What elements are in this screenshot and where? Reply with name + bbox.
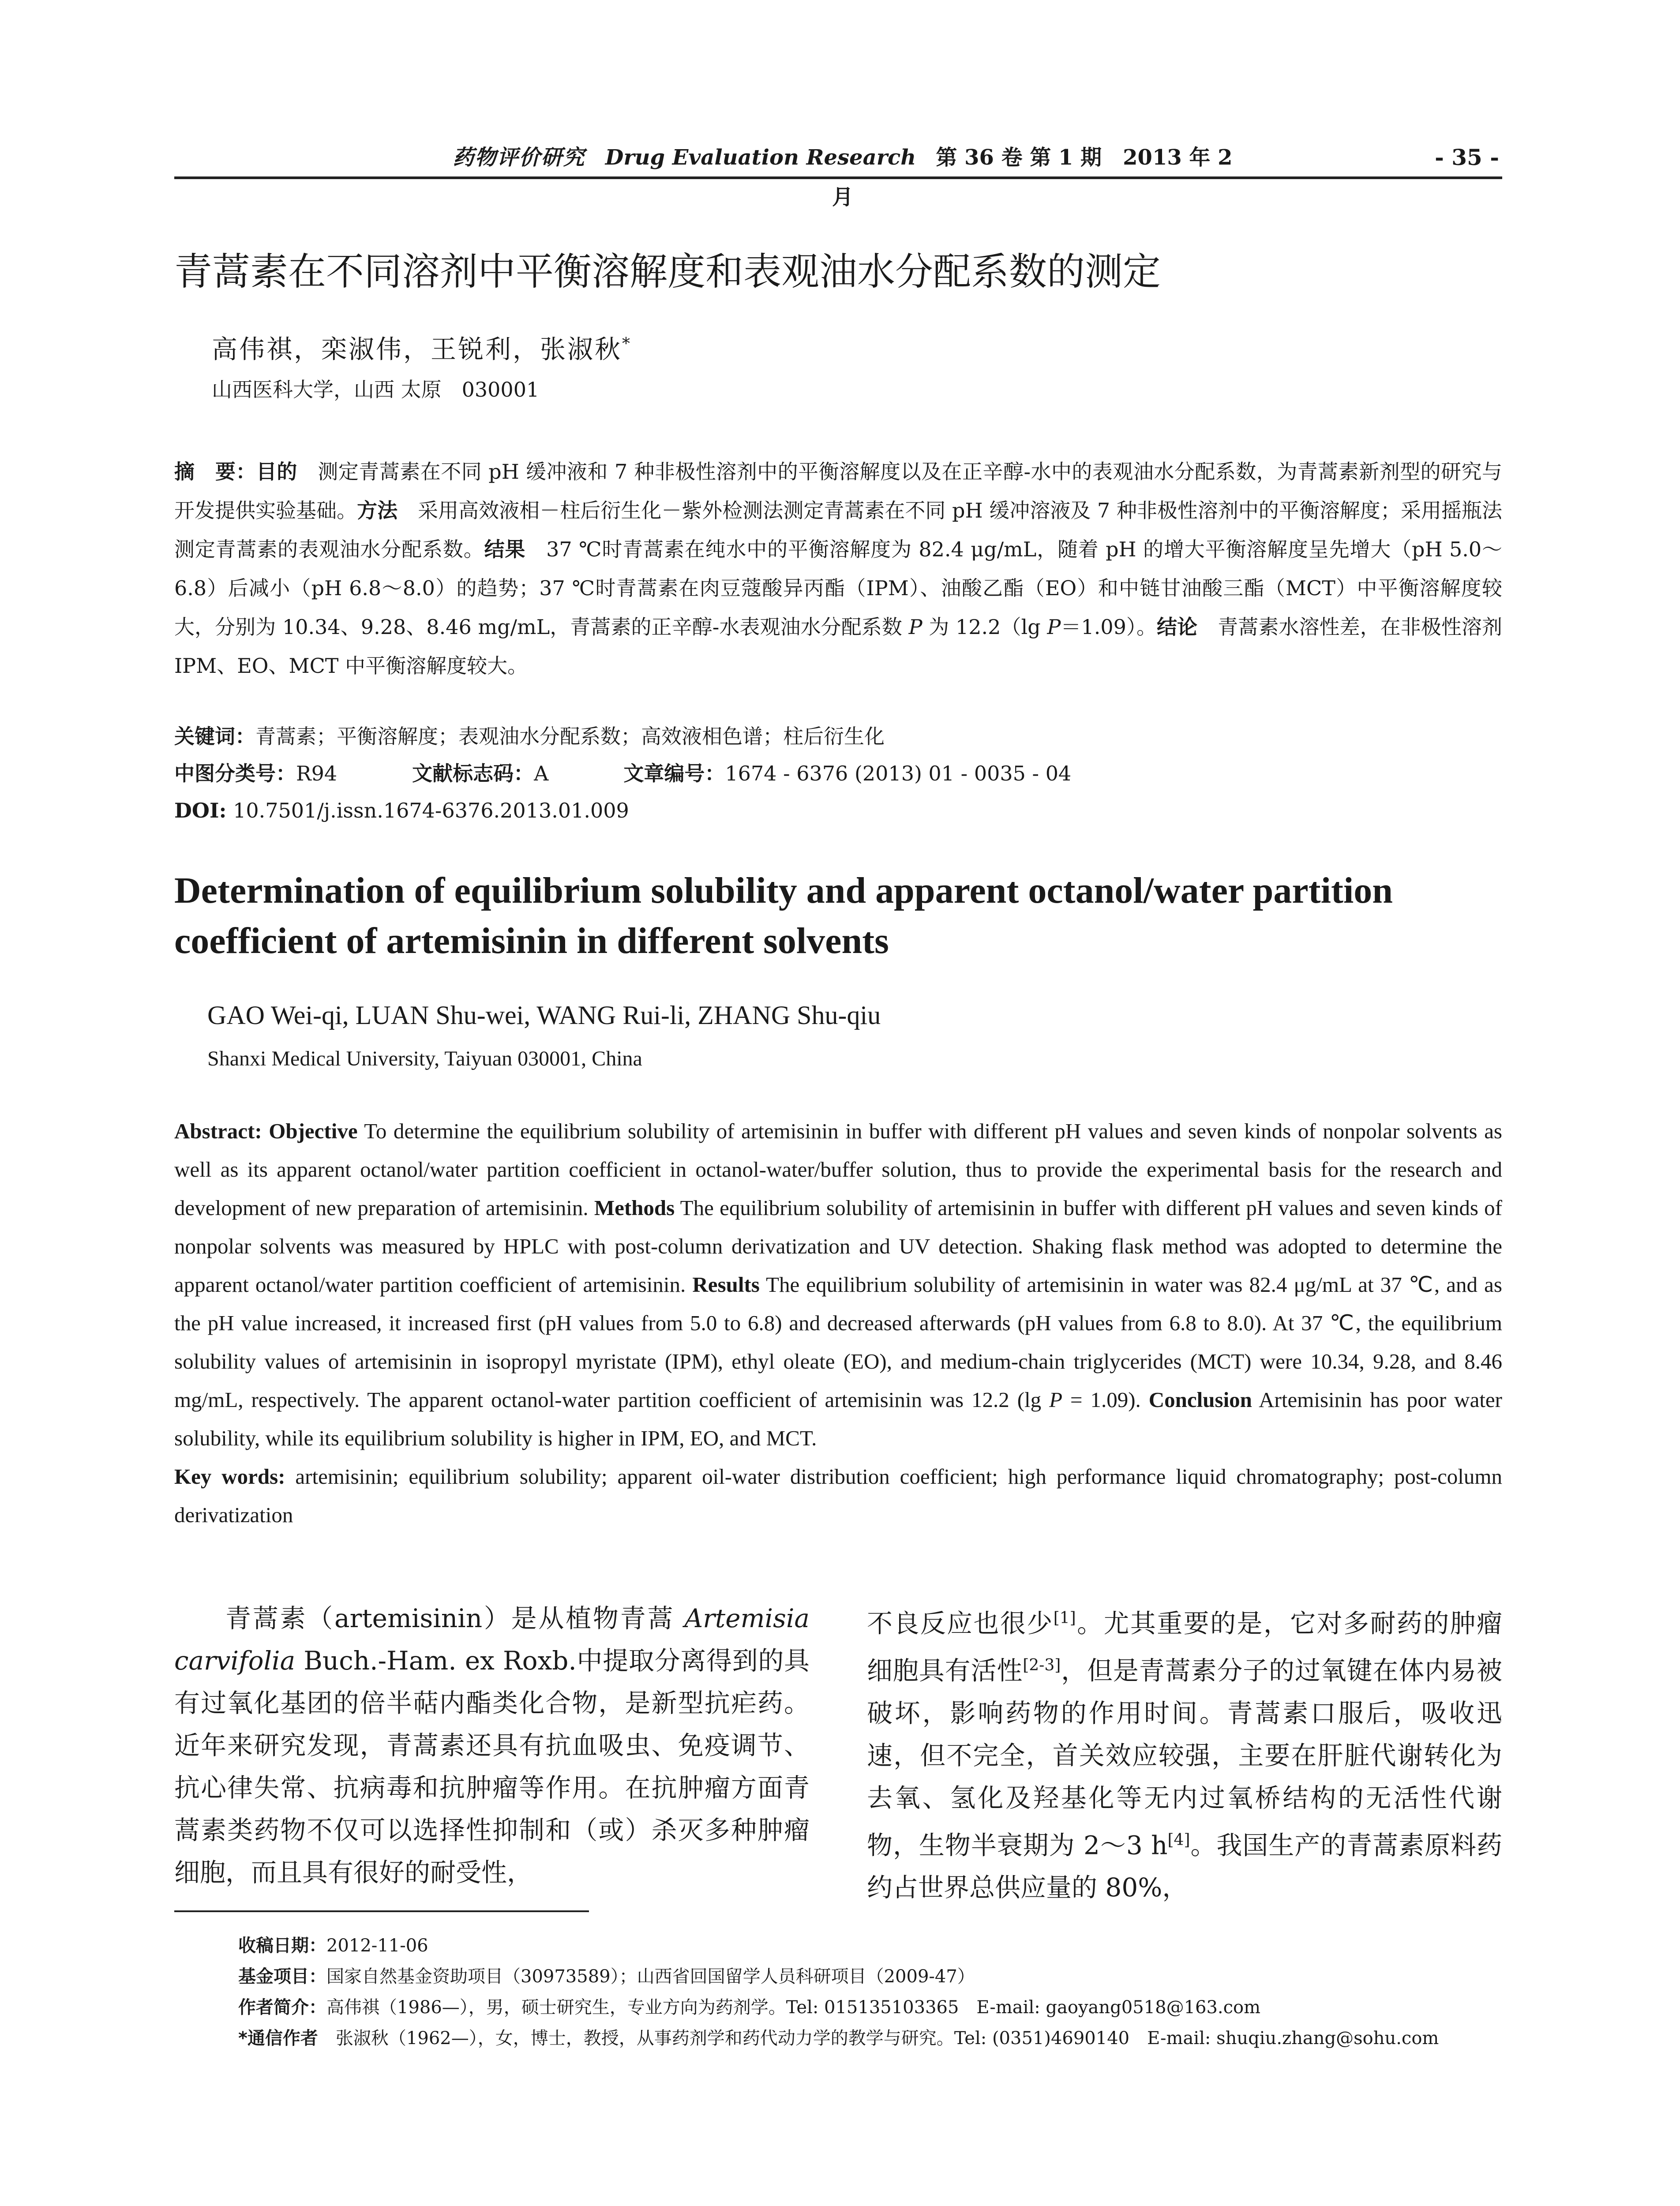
keywords-en-text: artemisinin; equilibrium solubility; apparent oil-water distribution coefficient; high performance liquid chromatography; post-column derivatization: [174, 1464, 1503, 1527]
conclusion-text-en: Artemisinin has poor water solubility, while its equilibrium solubility is higher in IPM, EO, and MCT.: [174, 1388, 1502, 1450]
abstract-en: [174, 1112, 1502, 1534]
conclusion-label-en: Conclusion: [1148, 1388, 1252, 1412]
results-label-cn: 结果: [484, 537, 526, 561]
methods-label-en: Methods: [594, 1196, 675, 1220]
authors-cn-names: 高伟祺，栾淑伟，王锐利，张淑秋: [212, 334, 622, 364]
results-text-en: The equilibrium solubility of artemisinin in water was 82.4 μg/mL at 37 ℃, and as the pH value increased, it increased first (pH values from 5.0 to 6.8) and decreased afterwards (pH values from 6.8 to 8.0). At 37 ℃, the equilibrium solubility values of artemisinin in isopropyl myristate (IPM), ethyl oleate (EO), and medium-chain triglycerides (MCT) were 10.34, 9.28, and 8.46 mg/mL, respectively. The apparent octanol-water partition coefficient of artemisinin was 12.2 (lg: [174, 1272, 1502, 1412]
keywords-cn-label: 关键词：: [174, 724, 255, 748]
header-divider: [174, 176, 1502, 179]
article-no-value: 1674 - 6376 (2013) 01 - 0035 - 04: [725, 762, 1072, 785]
body-column-right: [867, 1597, 1502, 1909]
results-label-en: Results: [692, 1272, 760, 1297]
corresponding-label: *通信作者: [238, 2028, 318, 2048]
body-right-text: 不良反应也很少: [867, 1608, 1054, 1639]
clc-value: R94: [296, 762, 338, 785]
clc-label: 中图分类号：: [174, 762, 296, 785]
journal-logo-cn: 药物评价研究: [453, 145, 585, 170]
classification-line: [174, 755, 1071, 792]
doc-code-value: A: [534, 762, 549, 785]
doc-code-label: 文献标志码：: [412, 762, 534, 785]
body-right-text-3: ，但是青蒿素分子的过氧键在体内易被破坏，影响药物的作用时间。青蒿素口服后，吸收迅速，但不完全，首关效应较强，主要在肝脏代谢转化为去氧、氢化及羟基化等无内过氧桥结构的无活性代谢物，生物半衰期为 2～3 h: [867, 1655, 1502, 1860]
keywords-cn-text: 青蒿素；平衡溶解度；表观油水分配系数；高效液相色谱；柱后衍生化: [255, 724, 885, 748]
methods-text-cn: 采用高效液相－柱后衍生化－紫外检测法测定青蒿素在不同 pH 缓冲溶液及 7 种非极性溶剂中的平衡溶解度；采用摇瓶法测定青蒿素的表观油水分配系数。: [174, 499, 1502, 561]
citation-ref-4[interactable]: [4]: [1167, 1831, 1190, 1849]
body-right-text-2: 。尤其重要的是，它对多耐药的肿瘤细胞具有活性: [867, 1608, 1502, 1686]
fund-label: 基金项目：: [238, 1966, 326, 1987]
authors-cn: [212, 326, 632, 367]
footnote-divider: [174, 1910, 589, 1912]
footnote-received: [238, 1930, 1504, 1961]
body-left-text-2: Buch.-Ham. ex Roxb.中提取分离得到的具有过氧化基团的倍半萜内酯类化合物，是新型抗疟药。近年来研究发现，青蒿素还具有抗血吸虫、免疫调节、抗心律失常、抗病毒和抗肿瘤等作用。在抗肿瘤方面青蒿素类药物不仅可以选择性抑制和（或）杀灭多种肿瘤细胞，而且具有很好的耐受性，: [174, 1646, 810, 1887]
body-right-text-4: 。我国生产的青蒿素原料药约占世界总供应量的 80%，: [867, 1830, 1502, 1902]
corresponding-text: 张淑秋（1962—），女，博士，教授，从事药剂学和药代动力学的教学与研究。Tel: (0351)4690140 E-mail: shuqiu.zhang@sohu.com: [318, 2028, 1439, 2048]
journal-name-en: Drug Evaluation Research: [605, 145, 916, 170]
methods-label-cn: 方法: [357, 499, 398, 522]
results-symbol-p-2: P: [1047, 615, 1061, 639]
objective-text-en: To determine the equilibrium solubility of artemisinin in buffer with different pH values and seven kinds of nonpolar solvents as well as its apparent octanol/water partition coefficient in octanol-water/buffer solution, thus to provide the experimental basis for the research and development of new preparation of artemisinin.: [174, 1119, 1503, 1220]
conclusion-text-cn: 青蒿素水溶性差，在非极性溶剂 IPM、EO、MCT 中平衡溶解度较大。: [174, 615, 1503, 678]
footnote-fund: [238, 1961, 1504, 1992]
abstract-cn: [174, 452, 1502, 685]
abstract-cn-label: 摘 要：: [174, 460, 256, 484]
received-date: 2012-11-06: [326, 1936, 428, 1956]
title-cn: 青蒿素在不同溶剂中平衡溶解度和表观油水分配系数的测定: [174, 250, 1161, 294]
footnotes: [238, 1930, 1504, 2054]
affiliation-en: Shanxi Medical University, Taiyuan 030001, China: [207, 1047, 642, 1070]
results-symbol-p: P: [908, 615, 922, 639]
received-label: 收稿日期：: [238, 1936, 326, 1956]
author-bio-text: 高伟祺（1986—），男，硕士研究生，专业方向为药剂学。Tel: 015135103365 E-mail: gaoyang0518@163.com: [326, 1997, 1261, 2018]
corresponding-mark: *: [622, 335, 632, 353]
footnote-author: [238, 1992, 1504, 2023]
title-en: Determination of equilibrium solubility and apparent octanol/water partition coefficient of artemisinin in different solvents: [174, 870, 1393, 961]
keywords-en-label: Key words:: [174, 1464, 285, 1489]
conclusion-label-cn: 结论: [1157, 615, 1198, 639]
results-text-cn-2: 为 12.2（lg: [922, 615, 1047, 639]
affiliation-cn: 山西医科大学，山西 太原 030001: [212, 378, 540, 401]
author-bio-label: 作者简介：: [238, 1997, 326, 2018]
fund-text: 国家自然基金资助项目（30973589）；山西省回国留学人员科研项目（2009-47）: [326, 1966, 975, 1987]
footnote-corresponding: [238, 2023, 1504, 2054]
objective-label-cn: 目的: [256, 460, 297, 484]
abstract-en-label: Abstract: Objective: [174, 1119, 358, 1143]
results-text-cn: 37 ℃时青蒿素在纯水中的平衡溶解度为 82.4 μg/mL，随着 pH 的增大平衡溶解度呈先增大（pH 5.0～6.8）后减小（pH 6.8～8.0）的趋势；37 ℃时青蒿素在肉豆蔻酸异丙酯（IPM）、油酸乙酯（EO）和中链甘油酸三酯（MCT）中平衡溶解度较大，分别为 10.34、9.28、8.46 mg/mL，青蒿素的正辛醇-水表观油水分配系数: [174, 537, 1503, 639]
citation-ref-2-3[interactable]: [2-3]: [1023, 1656, 1061, 1675]
body-column-left: [174, 1597, 810, 1894]
body-left-text: 青蒿素（artemisinin）是从植物青蒿: [225, 1603, 685, 1633]
doi-label: DOI:: [174, 799, 227, 822]
doi-line: [174, 792, 629, 829]
objective-text-cn: 测定青蒿素在不同 pH 缓冲液和 7 种非极性溶剂中的平衡溶解度以及在正辛醇-水中的表观油水分配系数，为青蒿素新剂型的研究与开发提供实验基础。: [174, 460, 1503, 522]
methods-text-en: The equilibrium solubility of artemisinin in buffer with different pH values and seven kinds of nonpolar solvents was measured by HPLC with post-column derivatization and UV detection. Shaking flask method was adopted to determine the apparent octanol/water partition coefficient of artemisinin.: [174, 1196, 1502, 1297]
citation-ref-1[interactable]: [1]: [1053, 1609, 1076, 1627]
doi-value[interactable]: 10.7501/j.issn.1674-6376.2013.01.009: [226, 799, 629, 822]
authors-en: GAO Wei-qi, LUAN Shu-wei, WANG Rui-li, ZHANG Shu-qiu: [207, 1001, 881, 1030]
keywords-cn: [174, 718, 885, 754]
results-symbol-p-en: P: [1049, 1388, 1062, 1412]
results-text-en-2: = 1.09).: [1062, 1388, 1149, 1412]
running-header: [446, 138, 1240, 210]
page-number: - 35 -: [1435, 144, 1499, 170]
issue-info: 第 36 卷 第 1 期 2013 年 2 月: [832, 145, 1233, 210]
article-no-label: 文章编号：: [623, 762, 725, 785]
body-left-species: Artemisia carvifolia: [174, 1603, 810, 1676]
results-text-cn-3: ＝1.09）。: [1061, 615, 1157, 639]
